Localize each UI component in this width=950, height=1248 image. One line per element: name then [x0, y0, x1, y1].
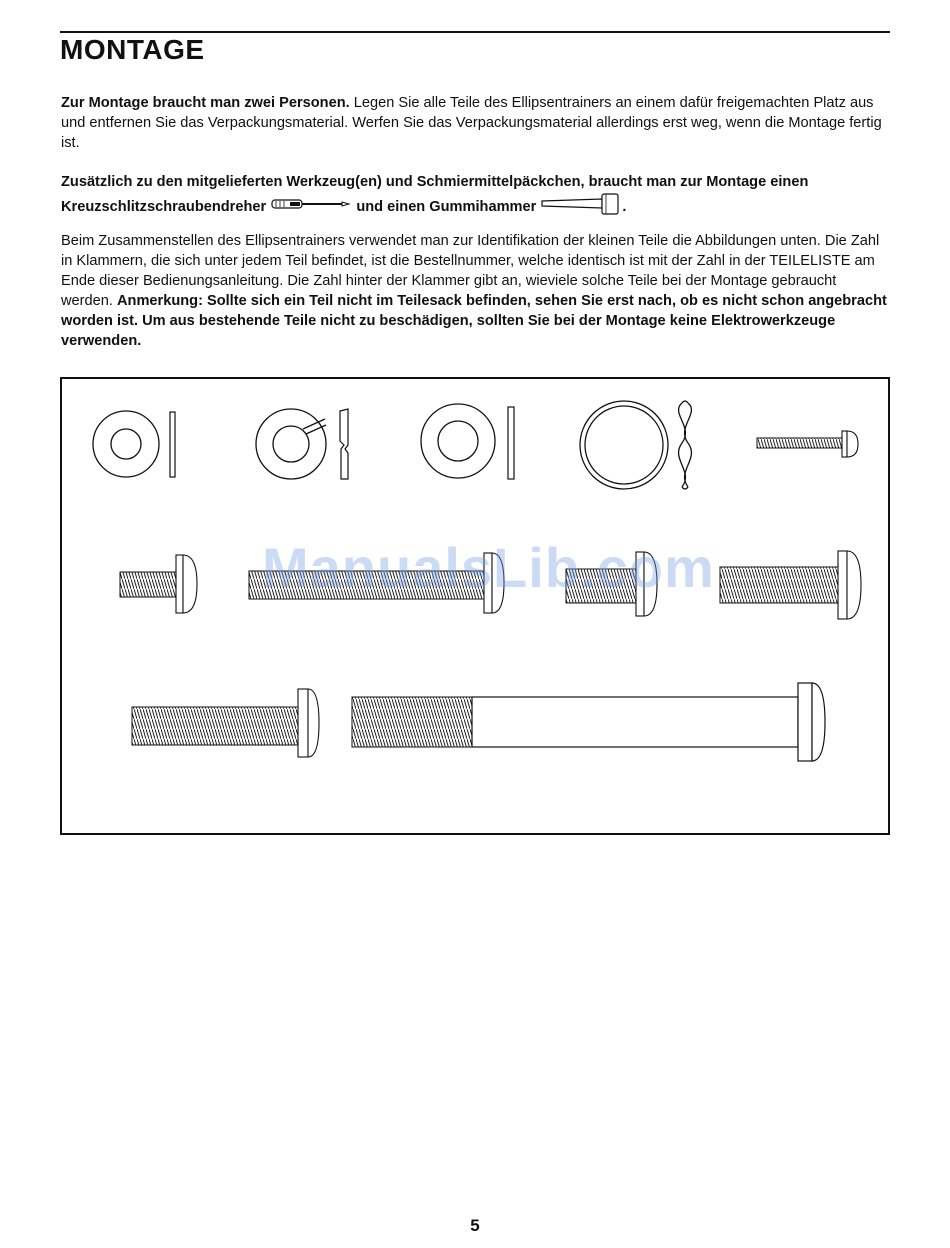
page-number: 5 [470, 1216, 480, 1235]
extra-long-bolt-part [132, 689, 319, 757]
short-bolt-part [120, 555, 197, 613]
flat-washer-part [93, 411, 175, 477]
split-lock-washer-part [256, 409, 348, 479]
tools-paragraph [61, 172, 891, 222]
tools-period: . [622, 198, 627, 215]
identification-text: Beim Zusammenstellen des Ellipsentrainers verwendet man zur Identifikation der kleinen Teile die Abbildungen unten. Die Zahl in Klammern, die sich unter jedem Teil befindet, ist die Bestellnummer, welche identisch ist mit der Zahl in der TEILELISTE am Ende dieser Bedienungsanleitung. Die Zahl hinter der Klammer gibt an, wieviele solche Teile bei der Montage gebraucht werden. [61, 233, 880, 309]
parts-illustration [60, 377, 890, 835]
intro-lead: Zur Montage braucht man zwei Personen. [61, 95, 350, 111]
parts-drawing [62, 379, 888, 833]
large-bolt-part [720, 551, 861, 619]
mallet-icon [540, 192, 622, 222]
page-title: MONTAGE [60, 34, 205, 65]
wave-washer-part [580, 401, 691, 489]
watermark: ManualsLib.com [262, 536, 715, 599]
identification-paragraph [61, 231, 891, 351]
tools-text-1: Zusätzlich zu den mitgelieferten Werkzeug(en) und Schmiermittelpäckchen, braucht man zur Montage einen Kreuzschlitzschraubendreher [61, 174, 809, 215]
intro-paragraph [61, 93, 891, 153]
large-flat-washer-part [421, 404, 514, 479]
small-screw-part [757, 431, 858, 457]
tools-text-2: und einen Gummihammer [356, 198, 537, 215]
screwdriver-icon [270, 197, 352, 217]
intro-text: Legen Sie alle Teile des Ellipsentrainers an einem dafür freigemachten Platz aus und entfernen Sie das Verpackungsmaterial. Werfen Sie das Verpackungsmaterial allerdings erst weg, wenn die Montage fertig ist. [61, 95, 882, 151]
identification-note: Anmerkung: Sollte sich ein Teil nicht im Teilesack befinden, sehen Sie erst nach, ob es nicht schon angebracht worden ist. Um aus bestehende Teile nicht zu beschädigen, sollten Sie bei der Montage keine Elektrowerkzeuge verwenden. [61, 293, 887, 349]
top-rule [60, 31, 890, 33]
shoulder-bolt-part [352, 683, 825, 761]
